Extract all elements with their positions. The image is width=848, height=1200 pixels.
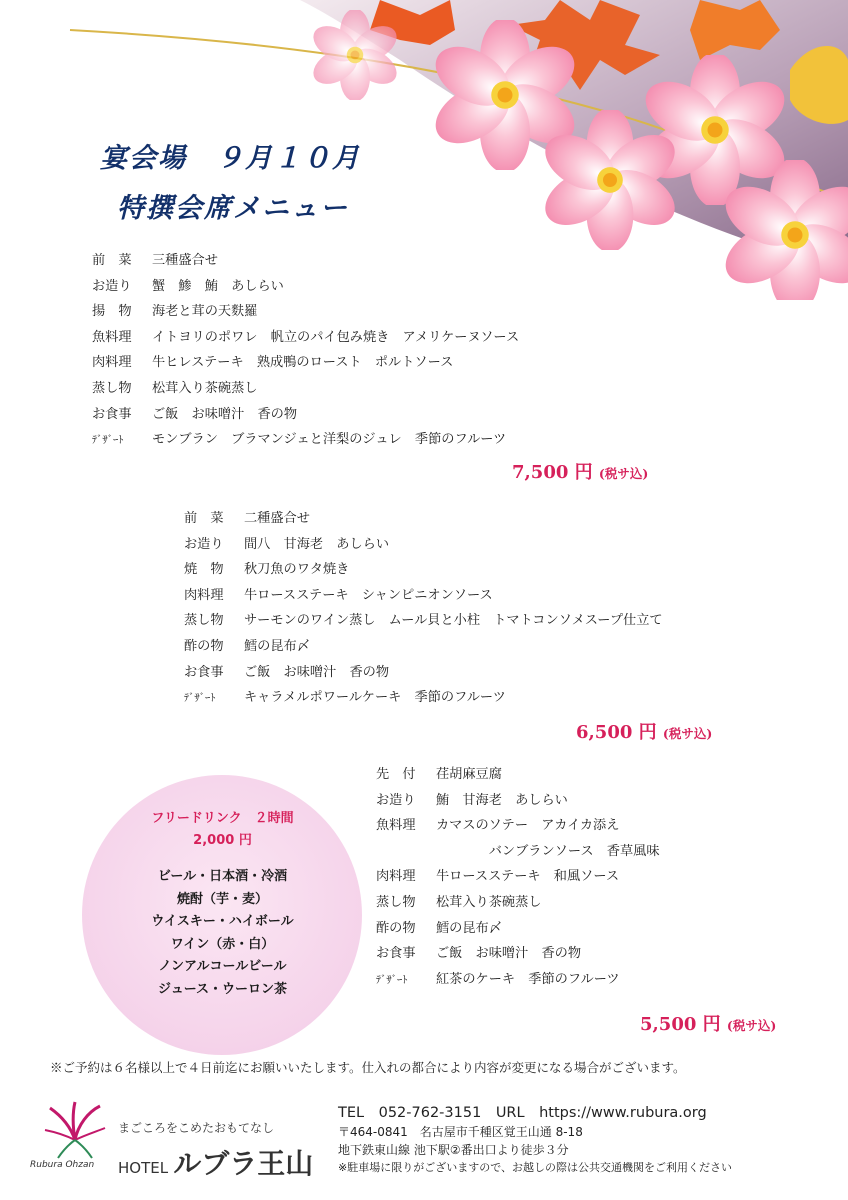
menu-category: 魚料理 — [376, 818, 416, 834]
hotel-name — [118, 1142, 313, 1182]
menu-item — [92, 325, 519, 351]
menu-item — [376, 788, 660, 814]
price-value: 6,500 円 — [576, 722, 657, 743]
price-tax-note: (税サ込) — [662, 726, 713, 741]
tagline: まごころをこめたおもてなし — [118, 1121, 275, 1135]
menu-category: 蒸し物 — [184, 613, 224, 629]
menu-category: 魚料理 — [92, 329, 132, 345]
free-drink-title: フリードリンク ２時間 — [151, 811, 294, 826]
menu-item — [376, 941, 660, 967]
menu-dish: 牛ヒレステーキ 熟成鴨のロースト ポルトソース — [152, 355, 454, 371]
menu-dish: 松茸入り茶碗蒸し — [436, 894, 542, 910]
price-tax-note: (税サ込) — [726, 1018, 777, 1033]
menu-category: 酢の物 — [184, 638, 224, 654]
menu-dish: モンブラン ブラマンジェと洋梨のジュレ 季節のフルーツ — [152, 432, 507, 448]
menu-category: お食事 — [184, 664, 224, 680]
menu-item — [184, 608, 663, 634]
free-drink-list — [100, 866, 345, 1001]
menu-dish: ご飯 お味噌汁 香の物 — [436, 946, 582, 962]
menu-dish: 牛ロースステーキ 和風ソース — [436, 869, 620, 885]
menu-item — [92, 402, 519, 428]
drink-item: ジュース・ウーロン茶 — [157, 981, 288, 997]
menu-dish: 荏胡麻豆腐 — [436, 767, 502, 782]
menu-dish: 秋刀魚のワタ焼き — [244, 562, 350, 578]
contact-tel-url: TEL 052-762-3151 URL https://www.rubura.org — [338, 1105, 707, 1121]
menu-dish: サーモンのワイン蒸し ムール貝と小柱 トマトコンソメスープ仕立て — [244, 613, 663, 629]
menu-item — [92, 248, 519, 274]
menu-item — [184, 634, 663, 660]
drink-item: ビール・日本酒・冷酒 — [157, 869, 288, 884]
menu-item — [376, 762, 660, 788]
menu-category: ﾃﾞｻﾞｰﾄ — [376, 973, 408, 986]
price-value: 5,500 円 — [640, 1014, 721, 1035]
price-tax-note: (税サ込) — [598, 466, 649, 481]
hotel-logo-icon — [40, 1100, 110, 1160]
reservation-note: ※ご予約は６名様以上で４日前迄にお願いいたします。仕入れの都合により内容が変更になる場合がございます。 — [50, 1060, 686, 1075]
menu-dish: 紅茶のケーキ 季節のフルーツ — [436, 971, 620, 987]
menu-dish: イトヨリのポワレ 帆立のパイ包み焼き アメリケーヌソース — [152, 329, 520, 345]
menu-item — [376, 916, 660, 942]
menu-dish: 蟹 鯵 鮪 あしらい — [152, 278, 284, 294]
page-title-line1: 宴会場 ９月１０月 — [100, 143, 361, 174]
drink-item: ノンアルコールビール — [158, 959, 287, 974]
drink-item: 焼酎（芋・麦） — [176, 891, 268, 907]
menu-3-price — [640, 1010, 776, 1036]
menu-item — [184, 532, 663, 558]
menu-item — [376, 813, 660, 839]
menu-category: お造り — [376, 792, 416, 808]
menu-2-price — [576, 718, 712, 744]
menu-item — [92, 427, 519, 454]
menu-category: 焼 物 — [184, 562, 224, 578]
contact-access: 地下鉄東山線 池下駅②番出口より徒歩３分 — [338, 1143, 569, 1157]
menu-course-2 — [184, 506, 663, 712]
menu-dish: 海老と茸の天麩羅 — [152, 304, 258, 320]
menu-item — [92, 350, 519, 376]
menu-dish: 三種盛合せ — [152, 253, 218, 268]
menu-dish: 鱈の昆布〆 — [436, 920, 502, 936]
menu-item — [92, 376, 519, 402]
menu-course-1 — [92, 248, 519, 454]
menu-category: お食事 — [92, 406, 132, 422]
menu-category: 蒸し物 — [92, 380, 132, 396]
menu-category: 蒸し物 — [376, 894, 416, 910]
menu-item — [92, 299, 519, 325]
menu-category: 前 菜 — [184, 511, 224, 526]
menu-dish: ご飯 お味噌汁 香の物 — [152, 406, 298, 422]
menu-item — [184, 660, 663, 686]
menu-dish: 二種盛合せ — [244, 511, 310, 526]
menu-dish: 間八 甘海老 あしらい — [244, 536, 390, 552]
menu-category: お造り — [92, 278, 132, 294]
menu-category: ﾃﾞｻﾞｰﾄ — [184, 692, 216, 705]
menu-dish: カマスのソテー アカイカ添え — [436, 818, 620, 834]
contact-address: 〒464-0841 名古屋市千種区覚王山通 8-18 — [338, 1125, 583, 1139]
menu-category: 先 付 — [376, 767, 416, 782]
menu-category: お食事 — [376, 946, 416, 962]
menu-dish: バンブランソース 香草風味 — [436, 843, 660, 859]
parking-note: ※駐車場に限りがございますので、お越しの際は公共交通機関をご利用ください — [338, 1161, 732, 1174]
menu-category: お造り — [184, 536, 224, 552]
menu-item — [92, 274, 519, 300]
menu-dish: ご飯 お味噌汁 香の物 — [244, 664, 390, 680]
drink-item: ワイン（赤・白） — [170, 936, 275, 952]
menu-category: 肉料理 — [92, 355, 132, 371]
menu-item — [184, 557, 663, 583]
menu-category: 揚 物 — [92, 304, 132, 320]
menu-dish: 鱈の昆布〆 — [244, 638, 310, 654]
price-value: 7,500 円 — [512, 462, 593, 483]
menu-dish: 鮪 甘海老 あしらい — [436, 792, 568, 808]
menu-item — [184, 583, 663, 609]
page-title-line2: 特撰会席メニュー — [117, 193, 349, 224]
menu-1-price — [512, 458, 648, 484]
drink-item: ウイスキー・ハイボール — [151, 914, 294, 929]
menu-category: 酢の物 — [376, 920, 416, 936]
menu-item — [184, 506, 663, 532]
hotel-name-text: ルブラ王山 — [173, 1147, 314, 1180]
free-drink-price: 2,000 円 — [193, 833, 252, 848]
menu-category: 肉料理 — [184, 587, 224, 603]
menu-item — [376, 839, 660, 865]
menu-dish: 松茸入り茶碗蒸し — [152, 380, 258, 396]
hotel-prefix: HOTEL — [118, 1159, 169, 1177]
menu-dish: 牛ロースステーキ シャンピニオンソース — [244, 587, 493, 603]
menu-item — [376, 967, 660, 994]
free-drink-header — [100, 808, 345, 852]
menu-item — [376, 864, 660, 890]
menu-course-3 — [376, 762, 660, 993]
menu-category: 肉料理 — [376, 869, 416, 885]
menu-category: ﾃﾞｻﾞｰﾄ — [92, 434, 124, 447]
menu-item — [184, 685, 663, 712]
menu-category: 前 菜 — [92, 253, 132, 268]
logo-script: Rubura Ohzan — [30, 1160, 95, 1170]
menu-dish: キャラメルポワールケーキ 季節のフルーツ — [244, 690, 506, 706]
menu-item — [376, 890, 660, 916]
